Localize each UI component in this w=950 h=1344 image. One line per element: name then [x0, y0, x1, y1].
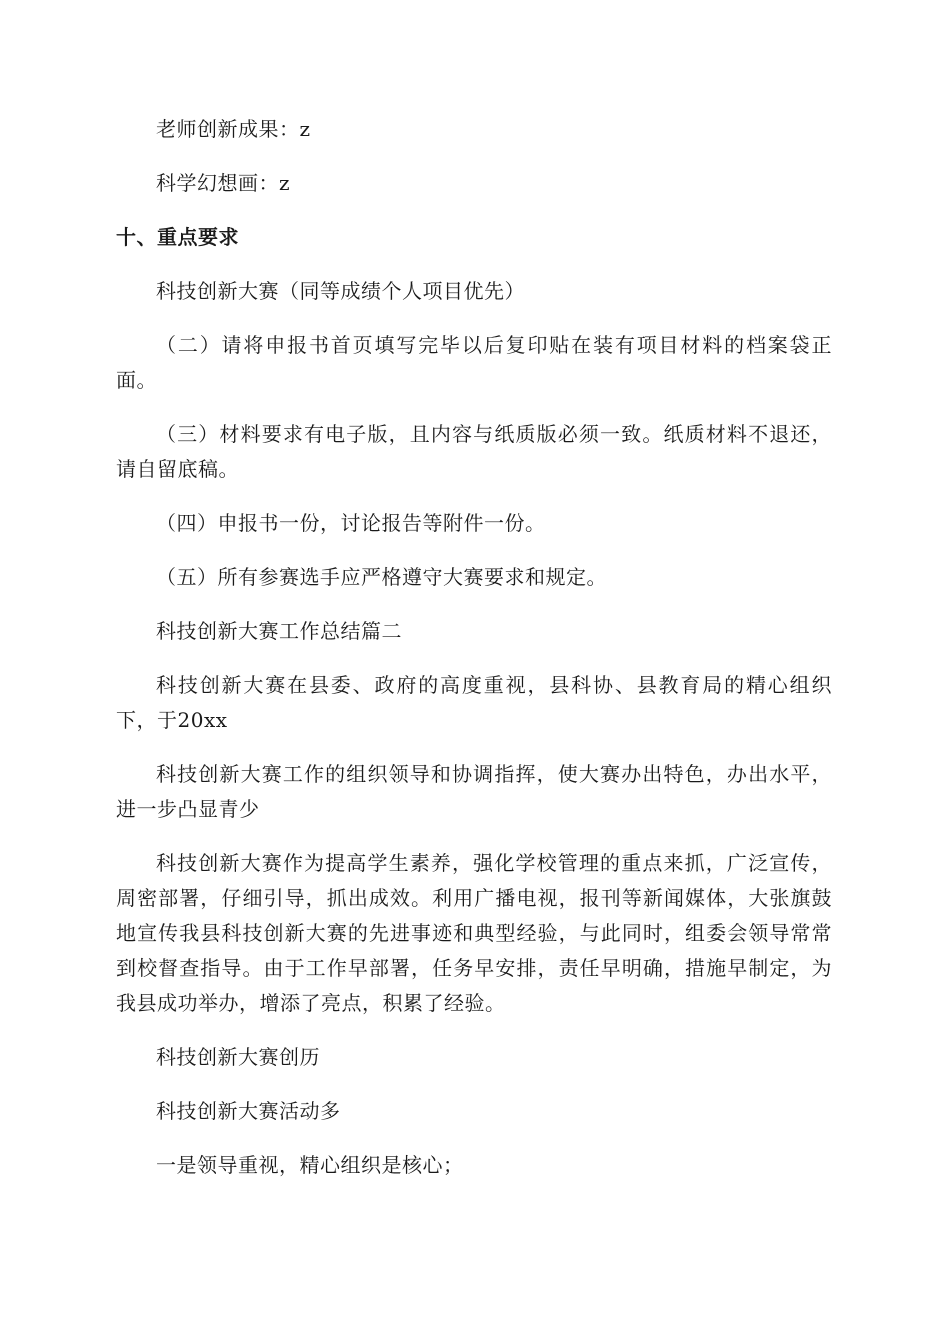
paragraph-history: 科技创新大赛创历	[156, 1045, 320, 1069]
paragraph-requirement-3: （三）材料要求有电子版，且内容与纸质版必须一致。纸质材料不退还，请自留底稿。	[116, 422, 832, 481]
paragraph-priority-note: 科技创新大赛（同等成绩个人项目优先）	[156, 279, 525, 303]
paragraph-sci-fi-painting: 科学幻想画：z	[156, 171, 291, 195]
paragraph-organization: 科技创新大赛工作的组织领导和协调指挥，使大赛办出特色，办出水平，进一步凸显青少	[116, 762, 832, 821]
paragraph-requirement-2: （二）请将申报书首页填写完毕以后复印贴在装有项目材料的档案袋正面。	[116, 333, 832, 392]
section-heading-key-requirements: 十、重点要求	[116, 225, 239, 249]
paragraph-requirement-5: （五）所有参赛选手应严格遵守大赛要求和规定。	[156, 565, 607, 589]
paragraph-summary-intro: 科技创新大赛在县委、政府的高度重视，县科协、县教育局的精心组织下，于20xx	[116, 673, 832, 732]
paragraph-point-one: 一是领导重视，精心组织是核心；	[156, 1153, 464, 1177]
document-body	[116, 112, 832, 1202]
paragraph-teacher-innovation: 老师创新成果：z	[156, 117, 311, 141]
paragraph-promotion: 科技创新大赛作为提高学生素养，强化学校管理的重点来抓，广泛宣传，周密部署，仔细引导，抓出成效。利用广播电视，报刊等新闻媒体，大张旗鼓地宣传我县科技创新大赛的先进事迹和典型经验，与此同时，组委会领导常常到校督查指导。由于工作早部署，任务早安排，责任早明确，措施早制定，为我县成功举办，增添了亮点，积累了经验。	[116, 851, 832, 1015]
paragraph-summary-title: 科技创新大赛工作总结篇二	[156, 619, 402, 643]
paragraph-requirement-4: （四）申报书一份，讨论报告等附件一份。	[156, 511, 546, 535]
paragraph-activities: 科技创新大赛活动多	[156, 1099, 341, 1123]
